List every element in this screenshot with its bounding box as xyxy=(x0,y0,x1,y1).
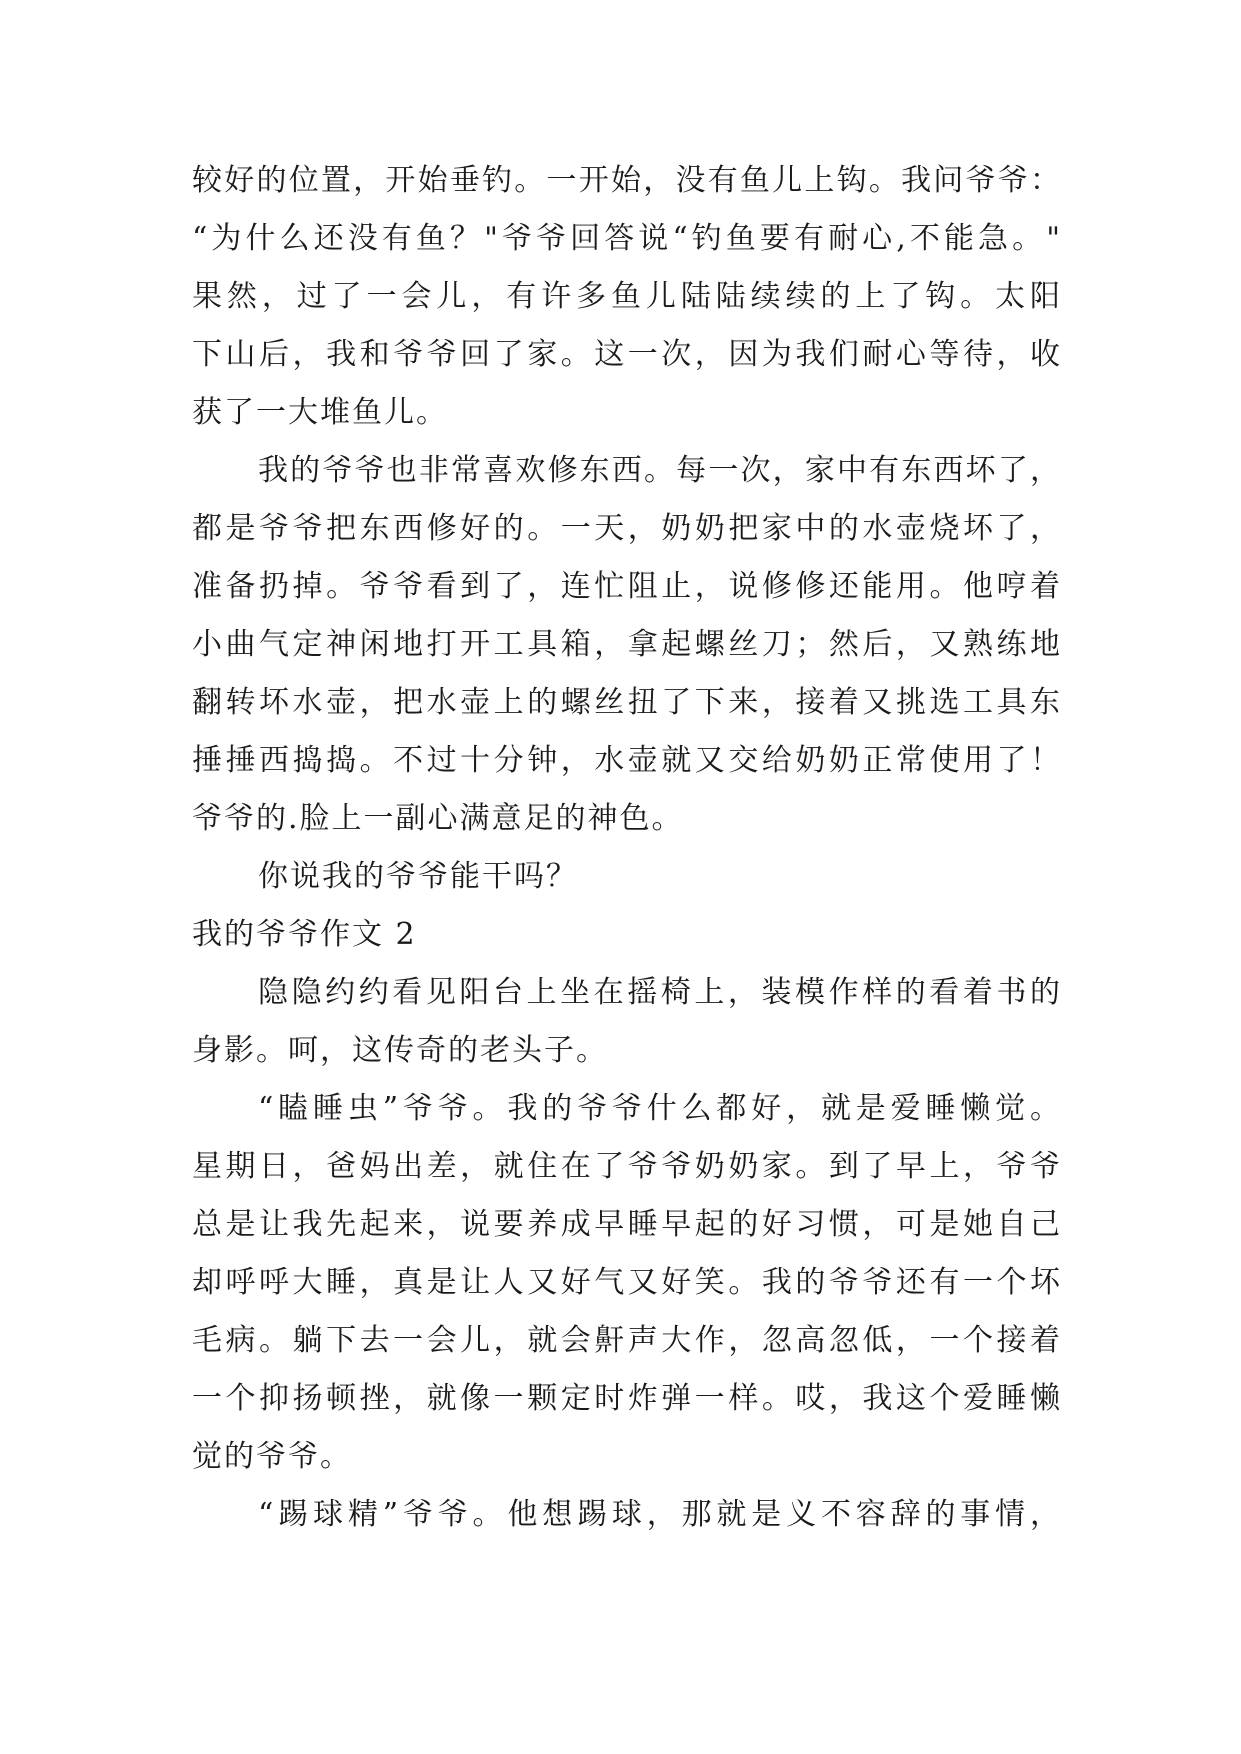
text-line: 准备扔掉。爷爷看到了，连忙阻止，说修修还能用。他哼着 xyxy=(192,569,1062,604)
text-line: 获了一大堆鱼儿。 xyxy=(192,395,448,430)
text-line: 却呼呼大睡，真是让人又好气又好笑。我的爷爷还有一个坏 xyxy=(192,1265,1062,1300)
text-line: 较好的位置，开始垂钓。一开始，没有鱼儿上钩。我问爷爷： xyxy=(192,163,1062,198)
text-line: “瞌睡虫”爷爷。我的爷爷什么都好，就是爱睡懒觉。 xyxy=(258,1091,1062,1126)
text-line: 星期日，爸妈出差，就住在了爷爷奶奶家。到了早上，爷爷 xyxy=(192,1149,1062,1184)
text-line: 总是让我先起来，说要养成早睡早起的好习惯，可是她自己 xyxy=(192,1207,1062,1242)
section-heading: 我的爷爷作文 2 xyxy=(192,917,417,952)
text-line: 身影。呵，这传奇的老头子。 xyxy=(192,1033,608,1068)
text-line: 你说我的爷爷能干吗？ xyxy=(258,859,578,894)
document-body xyxy=(192,152,1062,1544)
text-line: 毛病。躺下去一会儿，就会鼾声大作，忽高忽低，一个接着 xyxy=(192,1323,1062,1358)
text-line: 觉的爷爷。 xyxy=(192,1439,352,1474)
text-line: “踢球精”爷爷。他想踢球，那就是义不容辞的事情， xyxy=(258,1497,1062,1532)
text-line: 爷爷的.脸上一副心满意足的神色。 xyxy=(192,801,684,836)
text-line: 下山后，我和爷爷回了家。这一次，因为我们耐心等待，收 xyxy=(192,337,1062,372)
text-line: 果然，过了一会儿，有许多鱼儿陆陆续续的上了钩。太阳 xyxy=(192,279,1062,314)
text-line: 翻转坏水壶，把水壶上的螺丝扭了下来，接着又挑选工具东 xyxy=(192,685,1062,720)
text-line: 隐隐约约看见阳台上坐在摇椅上，装模作样的看着书的 xyxy=(258,975,1062,1010)
text-line: 我的爷爷也非常喜欢修东西。每一次，家中有东西坏了， xyxy=(258,453,1062,488)
text-line: 小曲气定神闲地打开工具箱，拿起螺丝刀；然后，又熟练地 xyxy=(192,627,1062,662)
text-line: 捶捶西捣捣。不过十分钟，水壶就又交给奶奶正常使用了！ xyxy=(192,743,1062,778)
text-line: “为什么还没有鱼？"爷爷回答说“钓鱼要有耐心,不能急。" xyxy=(192,221,1062,256)
text-line: 都是爷爷把东西修好的。一天，奶奶把家中的水壶烧坏了， xyxy=(192,511,1062,546)
text-line: 一个抑扬顿挫，就像一颗定时炸弹一样。哎，我这个爱睡懒 xyxy=(192,1381,1062,1416)
